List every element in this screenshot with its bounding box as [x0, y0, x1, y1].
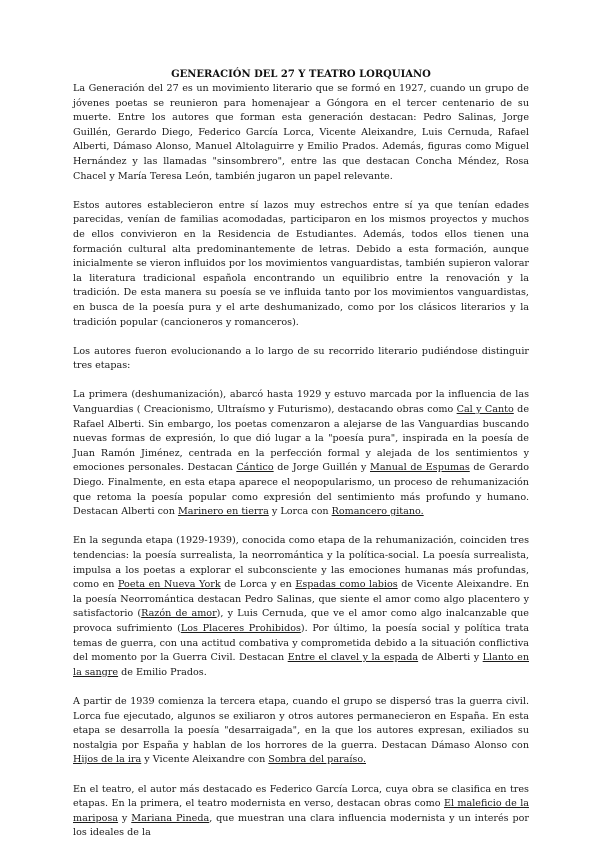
work-title-entre-el-clavel-y-la-espada: Entre el clavel y la espada: [287, 652, 419, 664]
text-run: y Vicente Aleixandre con: [141, 754, 269, 766]
work-title-razon-de-amor: Razón de amor: [141, 608, 217, 620]
text-run: A partir de 1939 comienza la tercera etapa, cuando el grupo se dispersó tras la guerra civil. Lorca fue ejecutado, algunos se exiliaron y otros autores permanecieron en España. En esta etapa se desarrolla la poesía "desarraigada", en la que los autores expresan, exiliados su nostalgia por España y hablan de los horrores de la guerra. Destacan Dámaso Alonso con: [73, 695, 529, 751]
text-run: de Emilio Prados.: [118, 666, 207, 678]
paragraph-second-stage: [73, 534, 529, 680]
work-title-espadas-como-labios: Espadas como labios: [295, 579, 398, 591]
paragraph-third-stage: [73, 695, 529, 768]
work-title-mariana-pineda: Mariana Pineda: [131, 812, 210, 824]
paragraph-theatre: [73, 783, 529, 841]
work-title-llanto-en-la-sangre: Llanto en la sangre: [73, 652, 529, 678]
paragraph-intro: La Generación del 27 es un movimiento literario que se formó en 1927, cuando un grupo de jóvenes poetas se reunieron para homenajear a Góngora en el tercer centenario de su muerte. Entre los autores que forman esta generación destacan: Pedro Salinas, Jorge Guillén, Gerardo Diego, Federico García Lorca, Vicente Aleixandre, Luis Cernuda, Rafael Alberti, Dámaso Alonso, Manuel Altolaguirre y Emilio Prados. Además, figuras como Miguel Hernández y las llamadas "sinsombrero", entre las que destacan Concha Méndez, Rosa Chacel y María Teresa León, también jugaron un papel relevante.: [73, 83, 529, 182]
work-title-cal-y-canto: Cal y Canto: [456, 404, 514, 416]
text-run: de Alberti y: [418, 652, 483, 664]
document-body: [73, 68, 529, 855]
text-run: En el teatro, el autor más destacado es Federico García Lorca, cuya obra se clasifica en tres etapas. En la primera, el teatro modernista en verso, destacan obras como: [73, 783, 529, 810]
text-run: La primera (deshumanización), abarcó hasta 1929 y estuvo marcada por la influencia de las Vanguardias ( Creacionismo, Ultraísmo y Futurismo), destacando obras como: [73, 389, 529, 416]
text-run: de Gerardo Diego. Finalmente, en esta etapa aparece el neopopularismo, un proceso de rehumanización que retoma la poesía popular como expresión del sentimiento más profundo y humano. Destacan Alberti con: [73, 462, 530, 518]
text-run: y: [118, 812, 132, 824]
work-title-los-placeres-prohibidos: Los Placeres Prohibidos: [180, 622, 301, 634]
text-run: , que muestran una clara influencia modernista y un interés por los ideales de la: [73, 812, 529, 839]
text-run: de Rafael Alberti. Sin embargo, los poetas comenzaron a alejarse de las Vanguardias buscando nuevas formas de expresión, lo que dió lugar a la "poesía pura", inspirada en la poesía de Juan Ramón Jiménez, centrada en la perfección formal y alejada de los sentimientos y emociones personales. Destacan: [73, 404, 529, 474]
paragraph-stages-intro: Los autores fueron evolucionando a lo largo de su recorrido literario pudiéndose distinguir tres etapas:: [73, 345, 529, 372]
document-title: GENERACIÓN DEL 27 Y TEATRO LORQUIANO: [171, 69, 431, 80]
work-title-el-maleficio-de-la-mariposa: El maleficio de la mariposa: [73, 798, 529, 824]
text-run: de Vicente Aleixandre. En la poesía Neorromántica destacan Pedro Salinas, que siente el amor como algo placentero y satisfactorio (: [73, 579, 530, 620]
work-title-hijos-de-la-ira: Hijos de la ira: [73, 754, 142, 766]
work-title-sombra-del-paraiso: Sombra del paraíso.: [268, 754, 366, 766]
text-run: y Lorca con: [268, 506, 332, 518]
work-title-poeta-en-nueva-york: Poeta en Nueva York: [117, 579, 221, 591]
text-run: En la segunda etapa (1929-1939), conocida como etapa de la rehumanización, coinciden tres tendencias: la poesía surrealista, la neorromántica y la política-social. La poesía surrealista, impulsa a los poetas a explorar el subconsciente y las emociones humanas más profundas, como en: [73, 535, 529, 591]
work-title-cantico: Cántico: [236, 462, 274, 474]
paragraph-first-stage: [73, 388, 529, 519]
text-run: ). Por último, la poesía social y política trata temas de guerra, con una actitud combativa y comprometida debido a la situación conflictiva del momento por la Guerra Civil. Destacan: [73, 622, 529, 664]
work-title-romancero-gitano: Romancero gitano.: [331, 506, 424, 518]
paragraph-relations: Estos autores establecieron entre sí lazos muy estrechos entre sí ya que tenían edades parecidas, venían de familias acomodadas, participaron en los mismos proyectos y muchos de ellos convivieron en la Residencia de Estudiantes. Además, todos ellos tienen una formación cultural alta predominantemente de letras. Debido a esta formación, aunque inicialmente se vieron influidos por los movimientos vanguardistas, también supieron valorar la literatura tradicional española encontrando un equilibrio entre la renovación y la tradición. De esta manera su poesía se ve influida tanto por los movimientos vanguardistas, en busca de la poesía pura y el arte deshumanizado, como por los clásicos literarios y la tradición popular (cancioneros y romanceros).: [73, 199, 529, 328]
text-run: de Lorca y en: [220, 579, 296, 591]
text-run: ), y Luis Cernuda, que ve el amor como algo inalcanzable que provoca sufrimiento (: [73, 608, 529, 634]
work-title-marinero-en-tierra: Marinero en tierra: [177, 506, 269, 518]
text-run: de Jorge Guillén y: [273, 462, 370, 474]
work-title-manual-de-espumas: Manual de Espumas: [370, 462, 470, 474]
